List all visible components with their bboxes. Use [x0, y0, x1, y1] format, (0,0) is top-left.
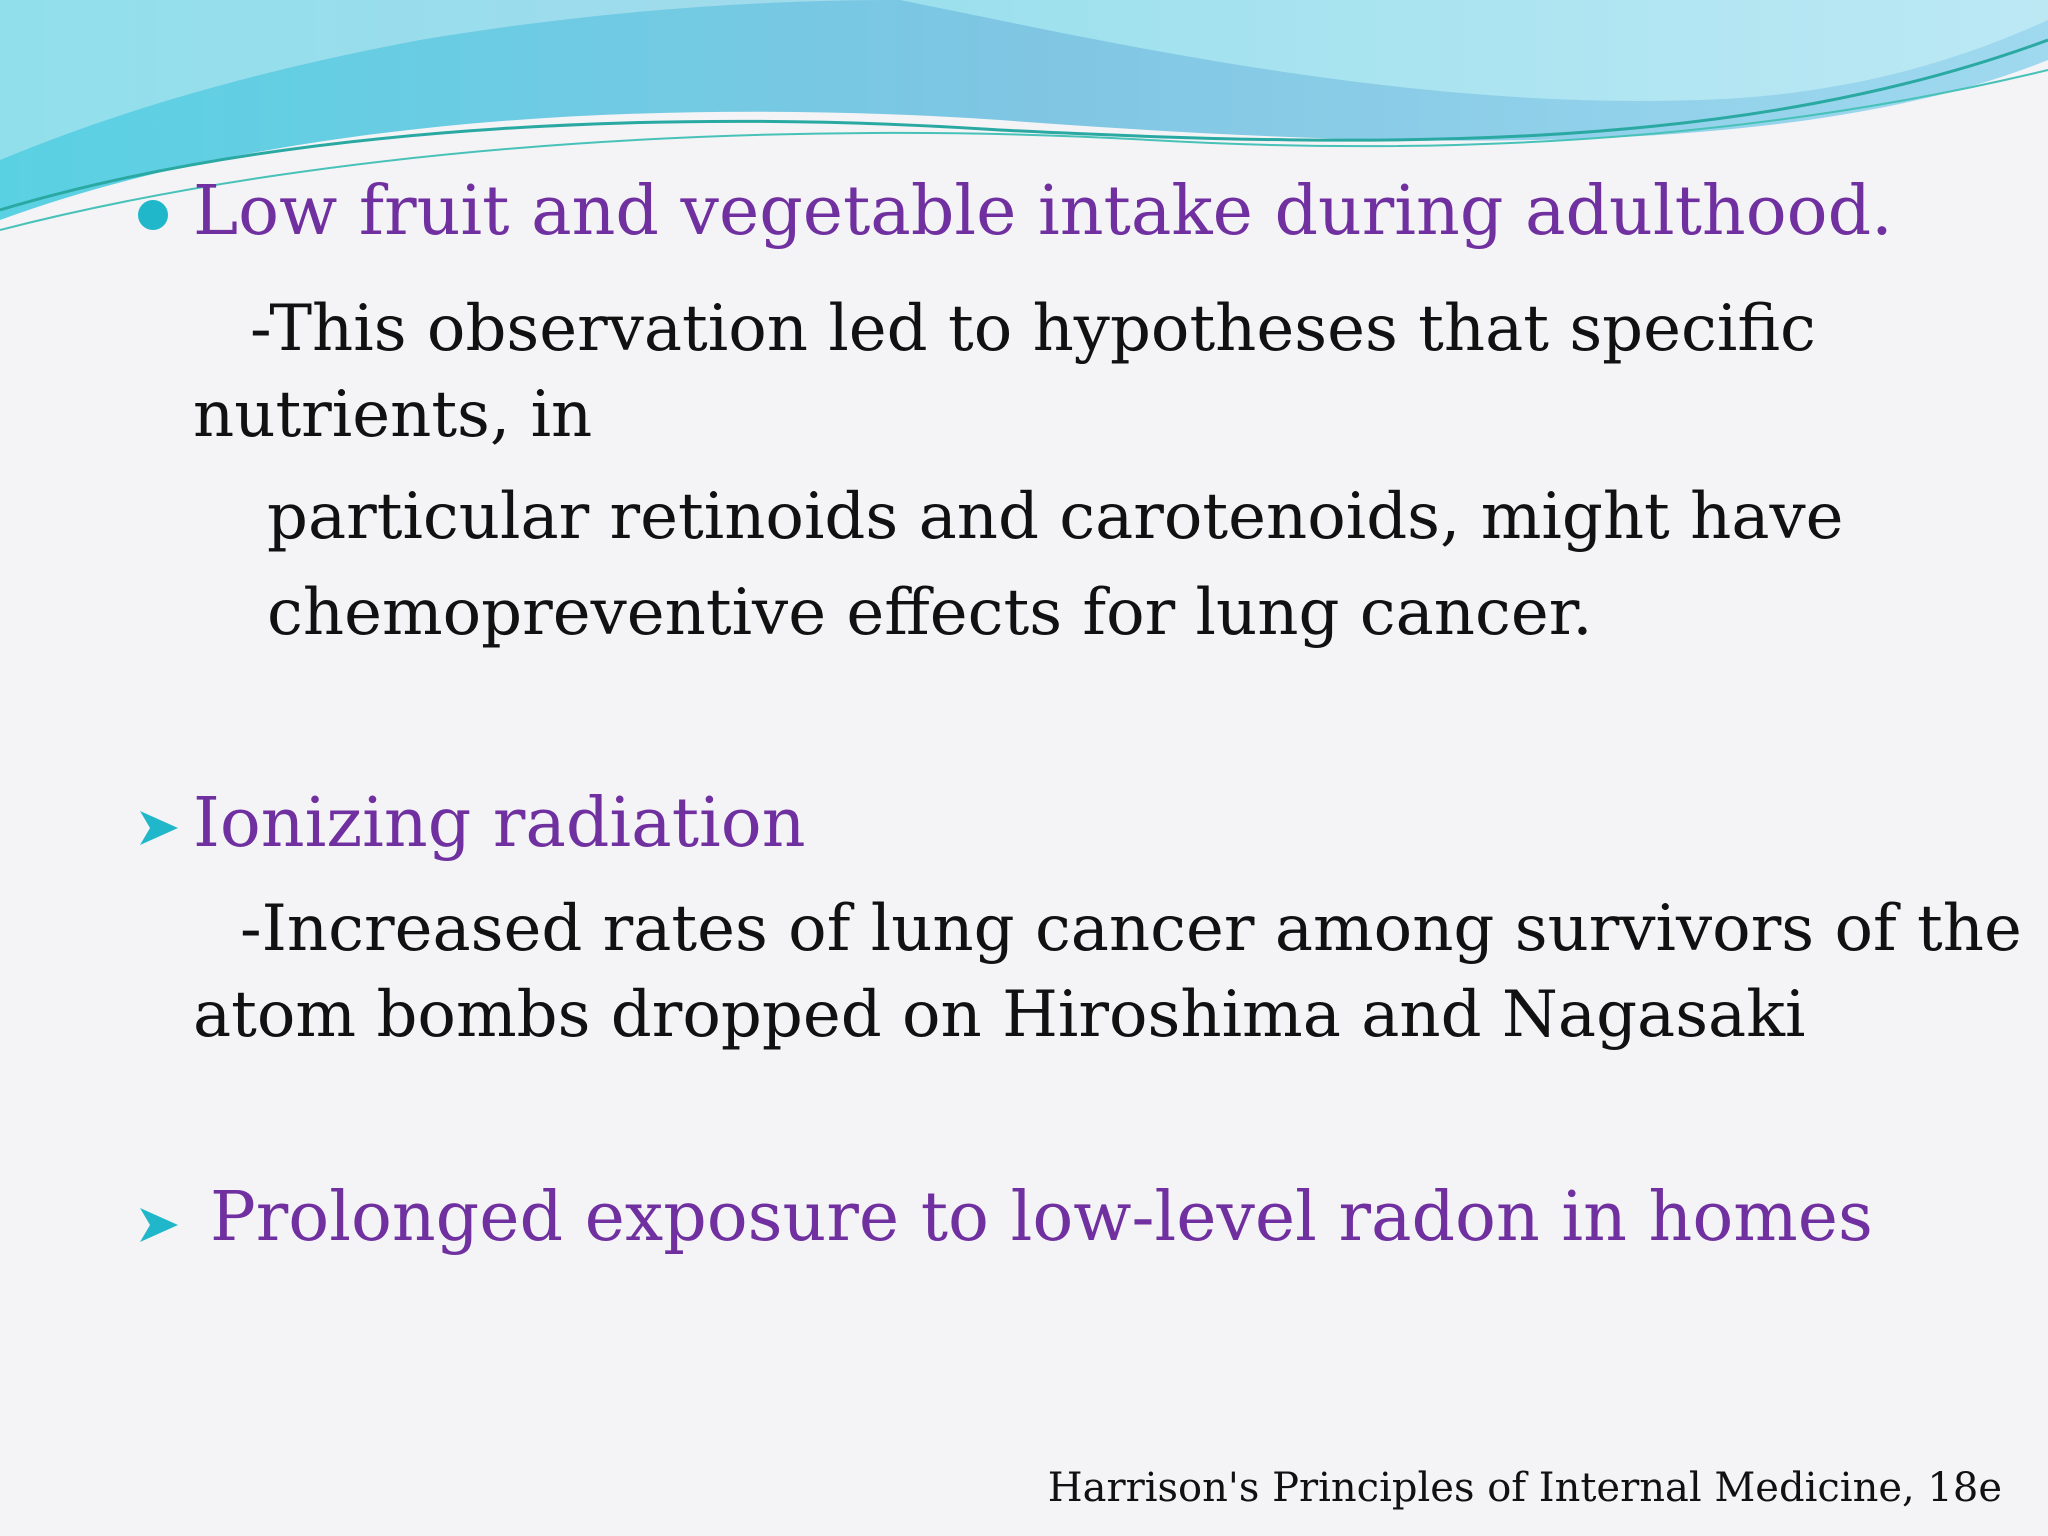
bullet-text-line: chemopreventive effects for lung cancer.	[267, 576, 1593, 650]
bullet-text-line: -Increased rates of lung cancer among survivors of the	[240, 892, 2022, 966]
bullet-text-line: atom bombs dropped on Hiroshima and Nagasaki	[193, 978, 1806, 1052]
source-citation: Harrison's Principles of Internal Medicine, 18e	[1047, 1465, 2002, 1511]
bullet-heading-radon: Prolonged exposure to low-level radon in homes	[210, 1178, 1873, 1257]
bullet-text-line: particular retinoids and carotenoids, might have	[267, 480, 1844, 554]
bullet-heading-ionizing-radiation: Ionizing radiation	[193, 784, 806, 863]
circle-bullet-icon	[138, 200, 168, 230]
bullet-heading-fruit-vegetable: Low fruit and vegetable intake during adulthood.	[193, 172, 1893, 251]
bullet-text-line: nutrients, in	[193, 378, 593, 452]
bullet-text-line: -This observation led to hypotheses that specific	[250, 292, 1816, 366]
arrow-bullet-icon	[136, 1202, 182, 1248]
arrow-bullet-icon	[136, 805, 182, 851]
